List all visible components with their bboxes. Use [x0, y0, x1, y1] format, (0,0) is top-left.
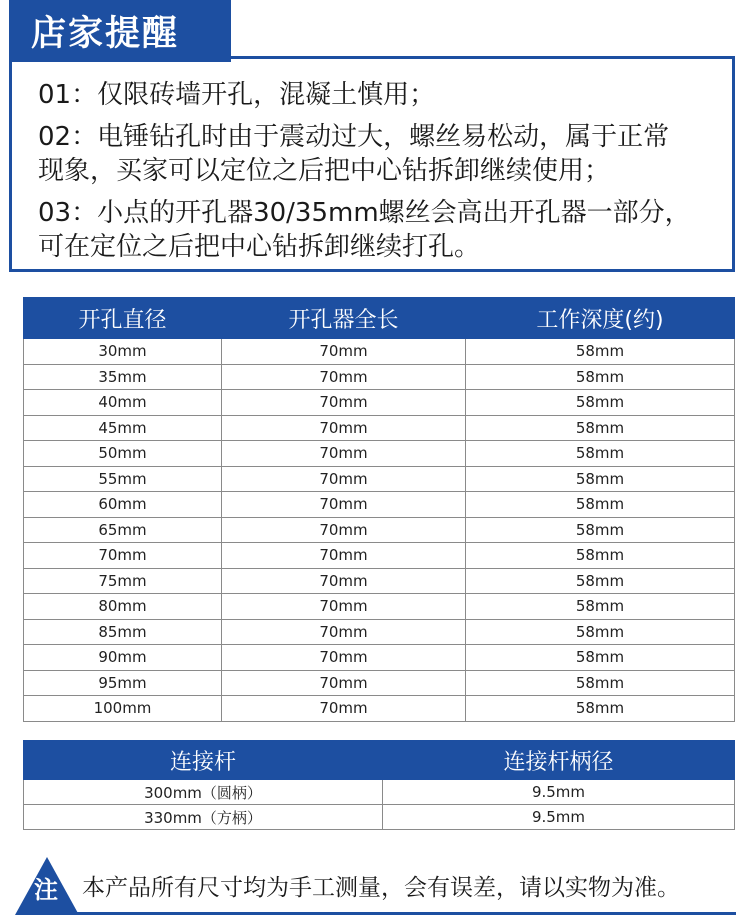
hole-diameter-cell: 95mm [24, 670, 222, 696]
hole-diameter-cell: 85mm [24, 619, 222, 645]
working-depth-cell: 58mm [466, 543, 735, 569]
working-depth-cell: 58mm [466, 492, 735, 518]
header-total-length: 开孔器全长 [222, 298, 466, 339]
working-depth-cell: 58mm [466, 364, 735, 390]
hole-diameter-cell: 80mm [24, 594, 222, 620]
table-row [24, 805, 735, 830]
total-length-cell: 70mm [222, 492, 466, 518]
hole-diameter-cell: 65mm [24, 517, 222, 543]
working-depth-cell: 58mm [466, 619, 735, 645]
table-row [24, 364, 735, 390]
total-length-cell: 70mm [222, 645, 466, 671]
total-length-cell: 70mm [222, 594, 466, 620]
hole-diameter-cell: 90mm [24, 645, 222, 671]
notice-box [9, 56, 735, 272]
notice-line-4: 03：小点的开孔器30/35mm螺丝会高出开孔器一部分， [38, 198, 691, 228]
working-depth-cell: 58mm [466, 339, 735, 365]
table-row [24, 619, 735, 645]
table-row [24, 390, 735, 416]
header-connecting-rod: 连接杆 [24, 741, 383, 780]
total-length-cell: 70mm [222, 696, 466, 722]
working-depth-cell: 58mm [466, 696, 735, 722]
working-depth-cell: 58mm [466, 645, 735, 671]
table-row [24, 492, 735, 518]
total-length-cell: 70mm [222, 415, 466, 441]
table-row [24, 466, 735, 492]
rod-table-body [24, 780, 735, 830]
working-depth-cell: 58mm [466, 517, 735, 543]
table-row [24, 517, 735, 543]
shank-diameter-cell: 9.5mm [383, 780, 735, 805]
footnote [14, 856, 736, 915]
total-length-cell: 70mm [222, 390, 466, 416]
working-depth-cell: 58mm [466, 670, 735, 696]
rod-table-header [24, 741, 735, 780]
hole-diameter-cell: 75mm [24, 568, 222, 594]
total-length-cell: 70mm [222, 517, 466, 543]
hole-diameter-cell: 55mm [24, 466, 222, 492]
hole-diameter-cell: 30mm [24, 339, 222, 365]
note-underline [72, 912, 736, 915]
working-depth-cell: 58mm [466, 594, 735, 620]
notice-line-3: 现象，买家可以定位之后把中心钻拆卸继续使用； [38, 156, 611, 186]
working-depth-cell: 58mm [466, 441, 735, 467]
header-working-depth: 工作深度(约) [466, 298, 735, 339]
total-length-cell: 70mm [222, 339, 466, 365]
table-row [24, 441, 735, 467]
rod-length-cell: 330mm（方柄） [24, 805, 383, 830]
total-length-cell: 70mm [222, 543, 466, 569]
table-row [24, 568, 735, 594]
shank-diameter-cell: 9.5mm [383, 805, 735, 830]
size-table [23, 297, 735, 722]
total-length-cell: 70mm [222, 619, 466, 645]
table-row [24, 780, 735, 805]
table-row [24, 543, 735, 569]
hole-diameter-cell: 45mm [24, 415, 222, 441]
table-row [24, 594, 735, 620]
size-table-header [24, 298, 735, 339]
note-mark: 注 [34, 876, 58, 904]
header-shank-diameter: 连接杆柄径 [383, 741, 735, 780]
total-length-cell: 70mm [222, 364, 466, 390]
table-row [24, 415, 735, 441]
hole-diameter-cell: 35mm [24, 364, 222, 390]
working-depth-cell: 58mm [466, 390, 735, 416]
notice-line-2: 02：电锤钻孔时由于震动过大，螺丝易松动，属于正常 [38, 122, 670, 152]
rod-table [23, 740, 735, 830]
working-depth-cell: 58mm [466, 415, 735, 441]
working-depth-cell: 58mm [466, 466, 735, 492]
total-length-cell: 70mm [222, 670, 466, 696]
header-hole-diameter: 开孔直径 [24, 298, 222, 339]
hole-diameter-cell: 50mm [24, 441, 222, 467]
notice-line-1: 01：仅限砖墙开孔，混凝土慎用； [38, 80, 436, 110]
total-length-cell: 70mm [222, 466, 466, 492]
table-row [24, 339, 735, 365]
table-row [24, 645, 735, 671]
table-row [24, 696, 735, 722]
hole-diameter-cell: 70mm [24, 543, 222, 569]
working-depth-cell: 58mm [466, 568, 735, 594]
notice-title: 店家提醒 [9, 0, 231, 62]
total-length-cell: 70mm [222, 568, 466, 594]
total-length-cell: 70mm [222, 441, 466, 467]
hole-diameter-cell: 60mm [24, 492, 222, 518]
rod-length-cell: 300mm（圆柄） [24, 780, 383, 805]
hole-diameter-cell: 40mm [24, 390, 222, 416]
notice-line-5: 可在定位之后把中心钻拆卸继续打孔。 [38, 232, 481, 262]
table-row [24, 670, 735, 696]
note-text: 本产品所有尺寸均为手工测量，会有误差，请以实物为准。 [82, 875, 680, 901]
size-table-body [24, 339, 735, 722]
hole-diameter-cell: 100mm [24, 696, 222, 722]
